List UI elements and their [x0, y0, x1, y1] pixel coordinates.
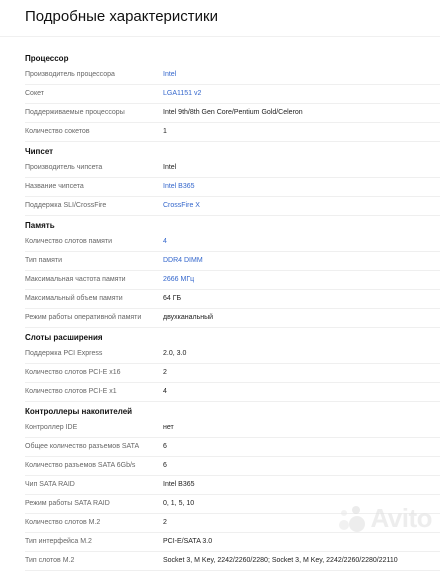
spec-section [25, 331, 440, 402]
spec-value: 4 [163, 388, 167, 395]
spec-label: Количество разъемов SATA 6Gb/s [25, 462, 136, 469]
spec-label: Тип слотов M.2 [25, 557, 75, 564]
section-title: Память [25, 221, 55, 230]
spec-row [25, 271, 440, 290]
spec-row [25, 197, 440, 216]
spec-label: Количество сокетов [25, 128, 90, 135]
spec-row [25, 457, 440, 476]
spec-value: нет [163, 424, 174, 431]
spec-label: Режим работы оперативной памяти [25, 314, 142, 321]
avito-watermark [336, 503, 432, 534]
spec-label: Тип памяти [25, 257, 63, 264]
spec-row [25, 419, 440, 438]
page-title: Подробные характеристики [25, 8, 218, 25]
spec-label: Режим работы SATA RAID [25, 500, 110, 507]
spec-value: PCI-E/SATA 3.0 [163, 538, 213, 545]
spec-label: Поддержка PCI Express [25, 350, 103, 357]
spec-row [25, 123, 440, 142]
title-divider [0, 36, 440, 37]
spec-label: Максимальная частота памяти [25, 276, 126, 283]
spec-value: 1 [163, 128, 167, 135]
spec-label: Общее количество разъемов SATA [25, 443, 140, 450]
section-title: Слоты расширения [25, 333, 103, 342]
spec-row [25, 252, 440, 271]
spec-label: Количество слотов памяти [25, 238, 113, 245]
spec-value-link[interactable]: Intel B365 [163, 183, 195, 190]
spec-row [25, 85, 440, 104]
spec-row [25, 345, 440, 364]
spec-value: Socket 3, M Key, 2242/2260/2280; Socket 3, M Key, 2242/2260/2280/22110 [163, 557, 398, 564]
spec-value-link[interactable]: CrossFire X [163, 202, 200, 209]
spec-section [25, 219, 440, 328]
spec-row [25, 383, 440, 402]
spec-row [25, 552, 440, 571]
spec-label: Поддержка SLI/CrossFire [25, 202, 107, 209]
spec-section [25, 145, 440, 216]
avito-logo-icon [336, 504, 366, 534]
section-title: Процессор [25, 54, 69, 63]
spec-label: Максимальный объем памяти [25, 295, 123, 302]
spec-label: Тип интерфейса M.2 [25, 538, 92, 545]
spec-label: Производитель процессора [25, 71, 115, 78]
spec-section [25, 405, 440, 571]
spec-label: Контроллер IDE [25, 424, 78, 431]
specs-list [25, 52, 440, 571]
spec-row [25, 159, 440, 178]
spec-value-link[interactable]: 4 [163, 238, 167, 245]
spec-value-link[interactable]: DDR4 DIMM [163, 257, 203, 264]
spec-value: 2 [163, 369, 167, 376]
spec-row [25, 309, 440, 328]
spec-label: Поддерживаемые процессоры [25, 109, 125, 116]
spec-value-link[interactable]: LGA1151 v2 [163, 90, 202, 97]
section-title: Чипсет [25, 147, 54, 156]
spec-value: 6 [163, 462, 167, 469]
spec-label: Производитель чипсета [25, 164, 103, 171]
spec-label: Количество слотов M.2 [25, 519, 101, 526]
spec-row [25, 364, 440, 383]
section-title: Контроллеры накопителей [25, 407, 133, 416]
spec-row [25, 438, 440, 457]
spec-value: 2.0, 3.0 [163, 350, 187, 357]
spec-label: Количество слотов PCI-E x1 [25, 388, 117, 395]
spec-row [25, 290, 440, 309]
spec-row [25, 178, 440, 197]
spec-value: Intel 9th/8th Gen Core/Pentium Gold/Celeron [163, 109, 303, 116]
spec-value: 2 [163, 519, 167, 526]
spec-value: двухканальный [163, 314, 214, 321]
spec-value: Intel [163, 164, 177, 171]
spec-value-link[interactable]: 2666 МГц [163, 276, 195, 283]
spec-row [25, 66, 440, 85]
spec-value-link[interactable]: Intel [163, 71, 177, 78]
spec-row [25, 533, 440, 552]
spec-value: 64 ГБ [163, 295, 182, 302]
spec-label: Название чипсета [25, 183, 84, 190]
spec-value: 6 [163, 443, 167, 450]
spec-value: Intel B365 [163, 481, 195, 488]
spec-row [25, 233, 440, 252]
spec-value: 0, 1, 5, 10 [163, 500, 195, 507]
spec-label: Количество слотов PCI-E x16 [25, 369, 121, 376]
spec-label: Сокет [25, 90, 44, 97]
spec-row [25, 104, 440, 123]
spec-section [25, 52, 440, 142]
spec-row [25, 476, 440, 495]
watermark-text: Avito [370, 503, 432, 533]
spec-label: Чип SATA RAID [25, 481, 75, 488]
